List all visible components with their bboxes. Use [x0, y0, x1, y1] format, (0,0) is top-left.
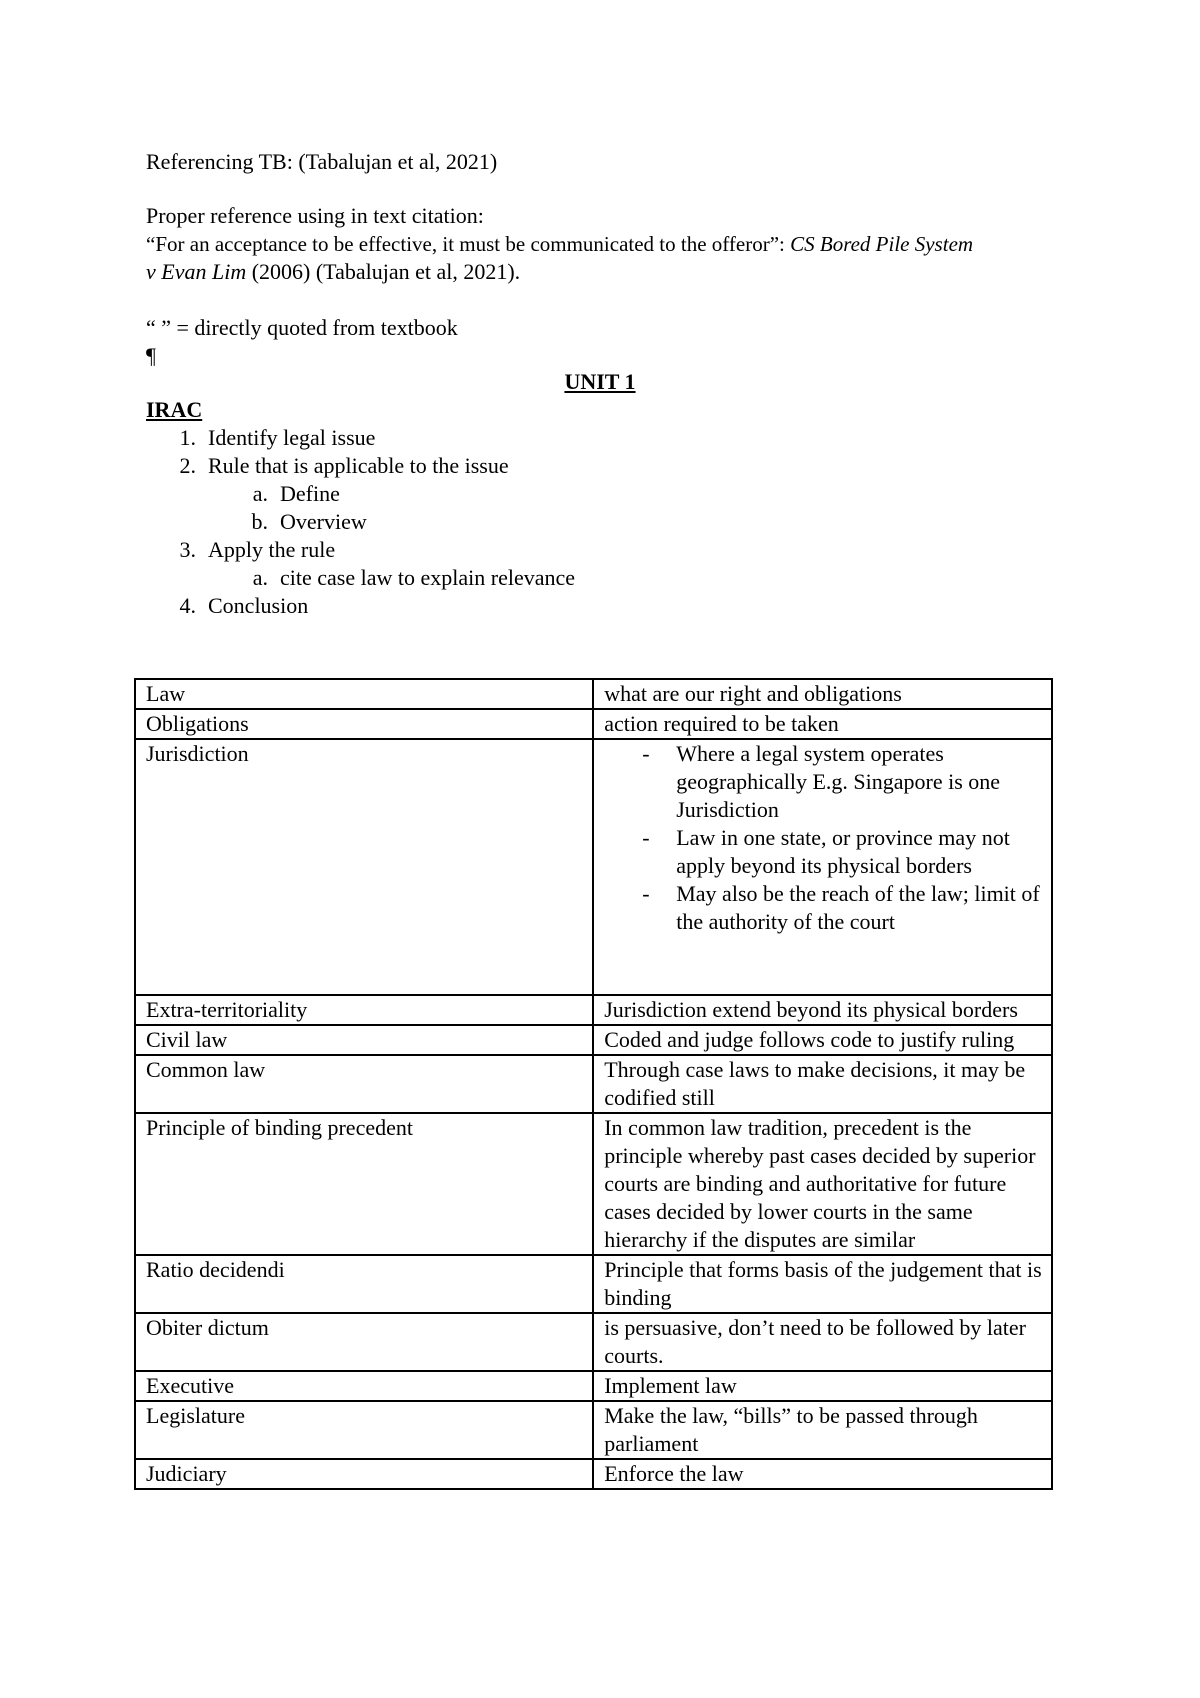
definition-cell: Make the law, “bills” to be passed through parliament: [593, 1401, 1052, 1459]
table-row: [135, 1113, 1052, 1255]
term-cell: Ratio decidendi: [135, 1255, 593, 1313]
table-row: [135, 1313, 1052, 1371]
irac-item: [170, 424, 375, 452]
table-row: [135, 1459, 1052, 1489]
irac-item: [170, 536, 335, 564]
term-cell: Legislature: [135, 1401, 593, 1459]
definition-cell: action required to be taken: [593, 709, 1052, 739]
definition-cell: Coded and judge follows code to justify ruling: [593, 1025, 1052, 1055]
irac-subitem: [242, 480, 340, 508]
proper-reference-line: Proper reference using in text citation:: [146, 203, 484, 228]
definitions-table: [134, 678, 1053, 1490]
irac-subitem: [242, 508, 367, 536]
definition-cell: is persuasive, don’t need to be followed by later courts.: [593, 1313, 1052, 1371]
definition-cell: [593, 739, 1052, 995]
list-text: Overview: [280, 509, 367, 534]
case-name-cont: v Evan Lim: [146, 259, 247, 284]
irac-subitem: [242, 564, 575, 592]
table-row: [135, 739, 1052, 995]
irac-item: [170, 592, 308, 620]
term-cell: Executive: [135, 1371, 593, 1401]
term-cell: Obiter dictum: [135, 1313, 593, 1371]
quote-note: “ ” = directly quoted from textbook: [146, 315, 458, 340]
definition-cell: Jurisdiction extend beyond its physical borders: [593, 995, 1052, 1025]
term-cell: Common law: [135, 1055, 593, 1113]
term-cell: Civil law: [135, 1025, 593, 1055]
list-marker: b.: [251, 509, 268, 534]
case-name: CS Bored Pile System: [790, 232, 974, 256]
bullet-item: - May also be the reach of the law; limit of the authority of the court: [604, 880, 1043, 936]
list-marker: a.: [252, 481, 268, 506]
table-row: [135, 1371, 1052, 1401]
definition-cell: Enforce the law: [593, 1459, 1052, 1489]
table-row: [135, 1055, 1052, 1113]
table-row: [135, 1025, 1052, 1055]
definition-cell: Through case laws to make decisions, it may be codified still: [593, 1055, 1052, 1113]
list-text: Apply the rule: [208, 537, 336, 562]
bullet-item: - Law in one state, or province may not apply beyond its physical borders: [604, 824, 1043, 880]
list-text: Rule that is applicable to the issue: [208, 453, 509, 478]
irac-title: IRAC: [146, 397, 203, 422]
definition-cell: Principle that forms basis of the judgement that is binding: [593, 1255, 1052, 1313]
list-text: cite case law to explain relevance: [280, 565, 576, 590]
term-cell: Extra-territoriality: [135, 995, 593, 1025]
term-cell: Jurisdiction: [135, 739, 593, 995]
definition-cell: In common law tradition, precedent is the principle whereby past cases decided by superior courts are binding and authoritative for future cases decided by lower courts in the same hierarchy if the disputes are similar: [593, 1113, 1052, 1255]
table-row: [135, 679, 1052, 709]
referencing-line: Referencing TB: (Tabalujan et al, 2021): [146, 149, 498, 174]
table-row: [135, 709, 1052, 739]
jurisdiction-bullets: [604, 740, 1043, 936]
list-marker: a.: [252, 565, 268, 590]
case-tail: (2006) (Tabalujan et al, 2021).: [246, 259, 521, 284]
term-cell: Law: [135, 679, 593, 709]
citation-case-line: [146, 258, 520, 286]
list-marker: 4.: [179, 593, 196, 618]
term-cell: Obligations: [135, 709, 593, 739]
irac-item: [170, 452, 509, 480]
quote-text: “For an acceptance to be effective, it must be communicated to the offeror”:: [146, 232, 791, 256]
term-cell: Judiciary: [135, 1459, 593, 1489]
definition-cell: what are our right and obligations: [593, 679, 1052, 709]
definition-cell: Implement law: [593, 1371, 1052, 1401]
term-cell: Principle of binding precedent: [135, 1113, 593, 1255]
list-marker: 2.: [179, 453, 196, 478]
list-marker: 1.: [179, 425, 196, 450]
list-text: Conclusion: [208, 593, 309, 618]
pilcrow-mark: ¶: [146, 343, 156, 368]
citation-quote-line: [146, 230, 973, 258]
list-text: Define: [280, 481, 340, 506]
table-row: [135, 995, 1052, 1025]
table-row: [135, 1255, 1052, 1313]
table-row: [135, 1401, 1052, 1459]
bullet-item: - Where a legal system operates geographically E.g. Singapore is one Jurisdiction: [604, 740, 1043, 824]
unit-title: UNIT 1: [564, 369, 636, 394]
list-marker: 3.: [179, 537, 196, 562]
list-text: Identify legal issue: [208, 425, 376, 450]
